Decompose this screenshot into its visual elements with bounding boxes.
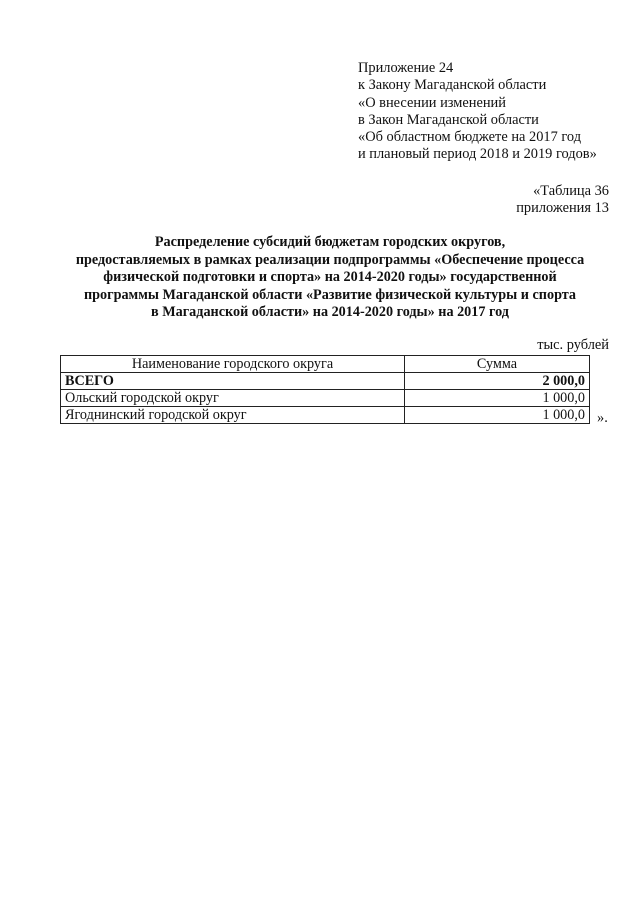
table-row-total [61, 373, 590, 390]
appendix-header [358, 60, 597, 164]
appendix-line: в Закон Магаданской области [358, 111, 539, 128]
table-header-row [61, 356, 590, 373]
total-amount: 2 000,0 [405, 373, 590, 390]
closing-quote-mark: ». [597, 410, 608, 426]
title-line: Распределение субсидий бюджетам городских округов, [154, 234, 506, 250]
table-reference-line: приложения 13 [516, 200, 609, 217]
district-name: Ольский городской округ [61, 390, 405, 407]
appendix-line: Приложение 24 [358, 60, 454, 76]
appendix-line: «О внесении изменений [358, 94, 506, 111]
district-amount: 1 000,0 [405, 390, 590, 407]
appendix-line: «Об областном бюджете на 2017 год [358, 129, 582, 146]
total-label: ВСЕГО [61, 373, 405, 390]
title-line: предоставляемых в рамках реализации подпрограммы «Обеспечение процесса [75, 251, 585, 268]
document-title [40, 234, 620, 322]
table-row [61, 407, 590, 424]
table-row [61, 390, 590, 407]
units-label: тыс. рублей [537, 337, 609, 353]
table-reference-line: «Таблица 36 [533, 183, 609, 199]
title-line: программы Магаданской области «Развитие физической культуры и спорта [83, 286, 577, 303]
table-reference [516, 183, 609, 218]
district-amount: 1 000,0 [405, 407, 590, 424]
title-line: физической подготовки и спорта» на 2014-2020 годы» государственной [103, 269, 557, 285]
subsidy-table [60, 355, 590, 424]
appendix-line: к Закону Магаданской области [358, 77, 547, 94]
appendix-line: и плановый период 2018 и 2019 годов» [358, 146, 597, 163]
title-line: в Магаданской области» на 2014-2020 годы» на 2017 год [151, 304, 509, 320]
district-name: Ягоднинский городской округ [61, 407, 405, 424]
header-district-name: Наименование городского округа [61, 356, 405, 373]
header-amount: Сумма [405, 356, 590, 373]
